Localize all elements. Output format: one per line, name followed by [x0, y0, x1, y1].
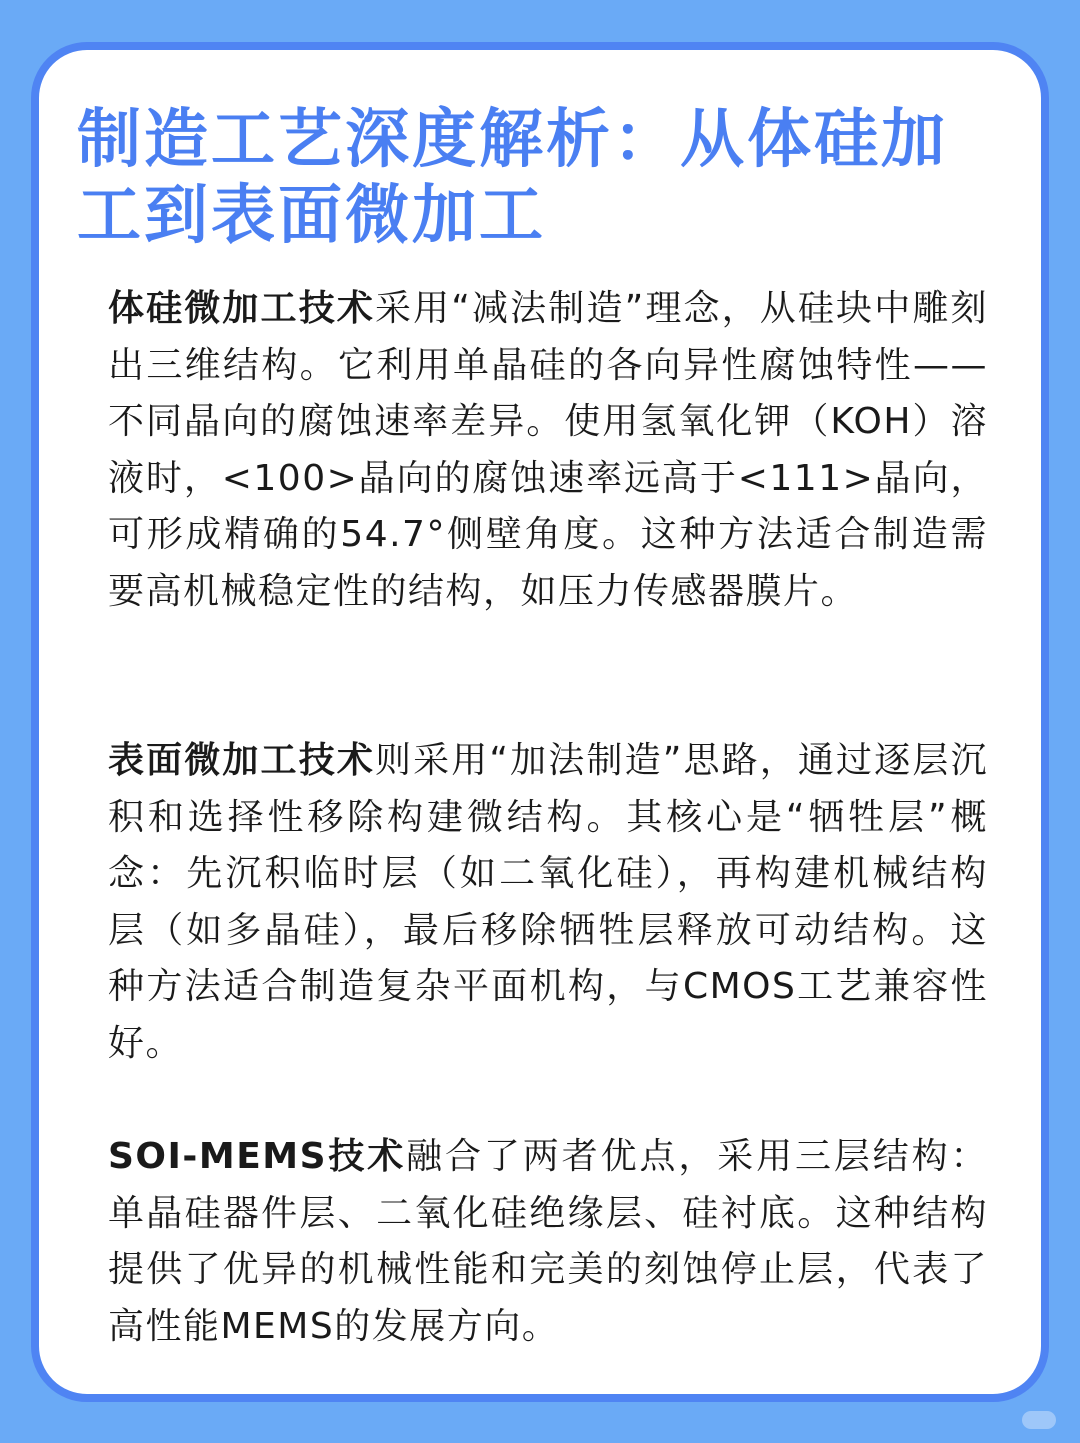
paragraph-heading: 表面微加工技术	[108, 740, 375, 781]
paragraph-soi-mems	[108, 1129, 988, 1355]
watermark-logo	[1022, 1411, 1056, 1429]
paragraph-heading: 体硅微加工技术	[108, 288, 375, 329]
page-title: 制造工艺深度解析：从体硅加工到表面微加工	[77, 103, 948, 253]
paragraph-surface-micromachining	[108, 733, 988, 1072]
paragraph-heading: SOI-MEMS技术	[108, 1136, 407, 1177]
paragraph-bulk-micromachining	[108, 281, 988, 620]
paragraph-body: 融合了两者优点，采用三层结构：单晶硅器件层、二氧化硅绝缘层、硅衬底。这种结构提供了优异的机械性能和完美的刻蚀停止层，代表了高性能MEMS的发展方向。	[108, 1136, 988, 1347]
paragraph-body: 采用“减法制造”理念，从硅块中雕刻出三维结构。它利用单晶硅的各向异性腐蚀特性——不同晶向的腐蚀速率差异。使用氢氧化钾（KOH）溶液时，<100>晶向的腐蚀速率远高于<111>晶向，可形成精确的54.7°侧壁角度。这种方法适合制造需要高机械稳定性的结构，如压力传感器膜片。	[108, 288, 988, 612]
content-card	[31, 42, 1049, 1402]
paragraph-body: 则采用“加法制造”思路，通过逐层沉积和选择性移除构建微结构。其核心是“牺牲层”概念：先沉积临时层（如二氧化硅），再构建机械结构层（如多晶硅），最后移除牺牲层释放可动结构。这种方法适合制造复杂平面机构，与CMOS工艺兼容性好。	[108, 740, 988, 1064]
